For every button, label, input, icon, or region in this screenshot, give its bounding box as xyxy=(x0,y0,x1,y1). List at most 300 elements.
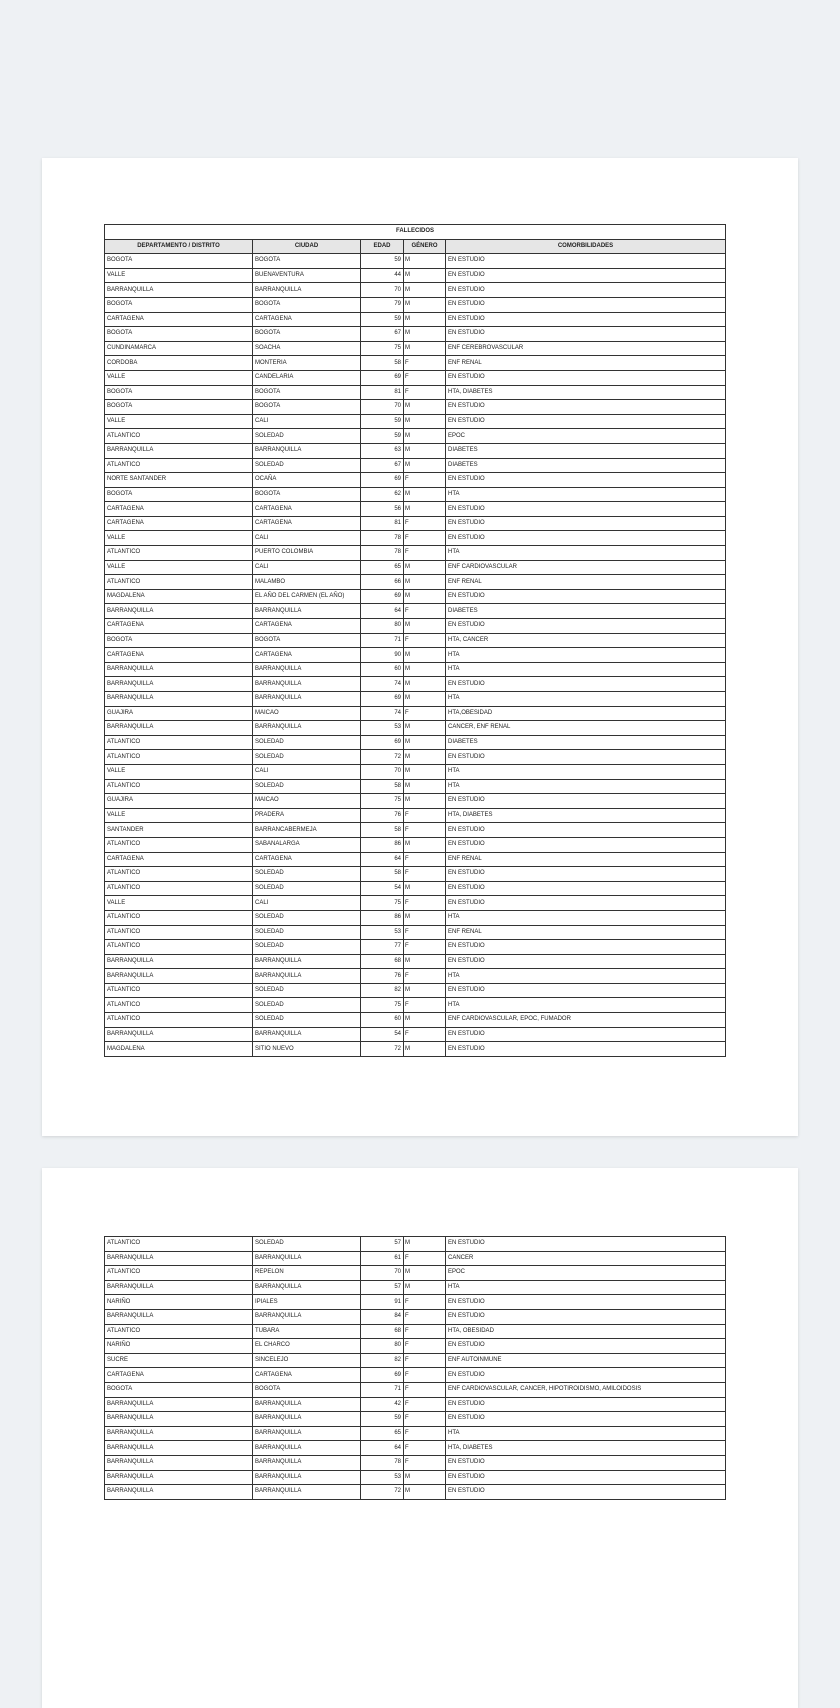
cell-comorbilidades: ENF RENAL xyxy=(446,575,726,590)
cell-genero: M xyxy=(404,983,446,998)
cell-departamento: ATLANTICO xyxy=(105,867,253,882)
cell-departamento: MAGDALENA xyxy=(105,1042,253,1057)
cell-edad: 58 xyxy=(361,867,404,882)
cell-edad: 57 xyxy=(361,1280,404,1295)
table-title: FALLECIDOS xyxy=(105,225,726,240)
cell-edad: 59 xyxy=(361,254,404,269)
cell-edad: 70 xyxy=(361,1266,404,1281)
cell-edad: 80 xyxy=(361,619,404,634)
table-row xyxy=(105,998,726,1013)
cell-ciudad: BARRANQUILLA xyxy=(253,604,361,619)
document-page-2 xyxy=(42,1168,798,1708)
cell-ciudad: BARRANQUILLA xyxy=(253,1251,361,1266)
table-row xyxy=(105,458,726,473)
cell-ciudad: BARRANCABERMEJA xyxy=(253,823,361,838)
cell-ciudad: MAICAO xyxy=(253,794,361,809)
cell-ciudad: SOLEDAD xyxy=(253,1237,361,1252)
table-row xyxy=(105,619,726,634)
cell-edad: 75 xyxy=(361,794,404,809)
cell-departamento: BOGOTA xyxy=(105,297,253,312)
table-row xyxy=(105,677,726,692)
cell-edad: 59 xyxy=(361,414,404,429)
table-row xyxy=(105,1353,726,1368)
cell-departamento: BARRANQUILLA xyxy=(105,1470,253,1485)
cell-comorbilidades: DIABETES xyxy=(446,458,726,473)
table-body-page-2 xyxy=(105,1237,726,1500)
cell-edad: 90 xyxy=(361,648,404,663)
cell-comorbilidades: ENF RENAL xyxy=(446,356,726,371)
cell-genero: F xyxy=(404,1426,446,1441)
cell-edad: 70 xyxy=(361,400,404,415)
cell-edad: 82 xyxy=(361,1353,404,1368)
table-row xyxy=(105,1237,726,1252)
cell-departamento: VALLE xyxy=(105,531,253,546)
cell-ciudad: CALI xyxy=(253,896,361,911)
table-row xyxy=(105,385,726,400)
cell-departamento: BARRANQUILLA xyxy=(105,1455,253,1470)
cell-genero: F xyxy=(404,1397,446,1412)
cell-comorbilidades: EN ESTUDIO xyxy=(446,1485,726,1500)
cell-comorbilidades: EN ESTUDIO xyxy=(446,823,726,838)
table-row xyxy=(105,764,726,779)
cell-edad: 64 xyxy=(361,1441,404,1456)
cell-genero: M xyxy=(404,327,446,342)
fallecidos-table-continued xyxy=(104,1236,726,1500)
table-row xyxy=(105,867,726,882)
cell-ciudad: BOGOTA xyxy=(253,487,361,502)
cell-genero: F xyxy=(404,1251,446,1266)
cell-genero: F xyxy=(404,1309,446,1324)
cell-genero: M xyxy=(404,1485,446,1500)
cell-edad: 76 xyxy=(361,969,404,984)
cell-genero: M xyxy=(404,837,446,852)
cell-genero: M xyxy=(404,443,446,458)
cell-edad: 69 xyxy=(361,370,404,385)
cell-comorbilidades: EN ESTUDIO xyxy=(446,473,726,488)
table-row xyxy=(105,1280,726,1295)
cell-ciudad: SOLEDAD xyxy=(253,983,361,998)
cell-edad: 66 xyxy=(361,575,404,590)
cell-comorbilidades: EN ESTUDIO xyxy=(446,1455,726,1470)
cell-comorbilidades: EN ESTUDIO xyxy=(446,954,726,969)
cell-genero: F xyxy=(404,998,446,1013)
cell-comorbilidades: HTA xyxy=(446,692,726,707)
cell-ciudad: BARRANQUILLA xyxy=(253,1470,361,1485)
cell-genero: M xyxy=(404,954,446,969)
cell-ciudad: SOLEDAD xyxy=(253,735,361,750)
cell-comorbilidades: EN ESTUDIO xyxy=(446,1470,726,1485)
cell-ciudad: SOLEDAD xyxy=(253,940,361,955)
cell-genero: F xyxy=(404,940,446,955)
cell-genero: F xyxy=(404,969,446,984)
cell-departamento: SANTANDER xyxy=(105,823,253,838)
cell-genero: M xyxy=(404,458,446,473)
cell-genero: M xyxy=(404,881,446,896)
cell-genero: F xyxy=(404,531,446,546)
cell-comorbilidades: EN ESTUDIO xyxy=(446,1368,726,1383)
cell-comorbilidades: HTA xyxy=(446,998,726,1013)
cell-ciudad: CALI xyxy=(253,764,361,779)
table-row xyxy=(105,1295,726,1310)
cell-comorbilidades: EN ESTUDIO xyxy=(446,794,726,809)
cell-ciudad: BARRANQUILLA xyxy=(253,1441,361,1456)
cell-edad: 75 xyxy=(361,896,404,911)
cell-departamento: ATLANTICO xyxy=(105,779,253,794)
cell-genero: M xyxy=(404,750,446,765)
table-row xyxy=(105,823,726,838)
cell-edad: 42 xyxy=(361,1397,404,1412)
cell-edad: 69 xyxy=(361,1368,404,1383)
cell-ciudad: BARRANQUILLA xyxy=(253,969,361,984)
cell-departamento: SUCRE xyxy=(105,1353,253,1368)
cell-departamento: ATLANTICO xyxy=(105,881,253,896)
document-page-1 xyxy=(42,158,798,1136)
table-row xyxy=(105,1455,726,1470)
table-row xyxy=(105,1309,726,1324)
table-row xyxy=(105,1470,726,1485)
cell-departamento: GUAJIRA xyxy=(105,706,253,721)
cell-departamento: ATLANTICO xyxy=(105,750,253,765)
cell-ciudad: SOLEDAD xyxy=(253,910,361,925)
cell-genero: F xyxy=(404,1382,446,1397)
cell-ciudad: BARRANQUILLA xyxy=(253,692,361,707)
cell-ciudad: PUERTO COLOMBIA xyxy=(253,546,361,561)
table-row xyxy=(105,327,726,342)
cell-genero: F xyxy=(404,1324,446,1339)
cell-departamento: VALLE xyxy=(105,808,253,823)
cell-ciudad: CARTAGENA xyxy=(253,516,361,531)
cell-departamento: BARRANQUILLA xyxy=(105,1412,253,1427)
cell-genero: M xyxy=(404,1470,446,1485)
cell-ciudad: CARTAGENA xyxy=(253,502,361,517)
cell-departamento: BARRANQUILLA xyxy=(105,662,253,677)
cell-genero: F xyxy=(404,356,446,371)
table-row xyxy=(105,706,726,721)
table-row xyxy=(105,443,726,458)
table-row xyxy=(105,1382,726,1397)
cell-comorbilidades: HTA xyxy=(446,910,726,925)
table-row xyxy=(105,473,726,488)
cell-ciudad: MAICAO xyxy=(253,706,361,721)
cell-ciudad: BARRANQUILLA xyxy=(253,721,361,736)
cell-departamento: ATLANTICO xyxy=(105,575,253,590)
table-row xyxy=(105,370,726,385)
cell-genero: F xyxy=(404,1295,446,1310)
cell-ciudad: CARTAGENA xyxy=(253,312,361,327)
cell-comorbilidades: HTA, CANCER xyxy=(446,633,726,648)
cell-genero: M xyxy=(404,312,446,327)
cell-ciudad: SOLEDAD xyxy=(253,1013,361,1028)
cell-departamento: BARRANQUILLA xyxy=(105,1397,253,1412)
cell-ciudad: SOLEDAD xyxy=(253,458,361,473)
cell-comorbilidades: DIABETES xyxy=(446,443,726,458)
cell-edad: 68 xyxy=(361,954,404,969)
cell-comorbilidades: HTA xyxy=(446,648,726,663)
table-row xyxy=(105,808,726,823)
table-row xyxy=(105,662,726,677)
cell-comorbilidades: EN ESTUDIO xyxy=(446,750,726,765)
cell-comorbilidades: EN ESTUDIO xyxy=(446,589,726,604)
cell-ciudad: EL CHARCO xyxy=(253,1339,361,1354)
cell-genero: M xyxy=(404,662,446,677)
cell-ciudad: BOGOTA xyxy=(253,385,361,400)
header-edad: EDAD xyxy=(361,239,404,254)
cell-edad: 76 xyxy=(361,808,404,823)
cell-departamento: NARIÑO xyxy=(105,1339,253,1354)
cell-departamento: CARTAGENA xyxy=(105,648,253,663)
cell-edad: 78 xyxy=(361,531,404,546)
cell-comorbilidades: EN ESTUDIO xyxy=(446,1397,726,1412)
cell-genero: F xyxy=(404,473,446,488)
cell-comorbilidades: EN ESTUDIO xyxy=(446,297,726,312)
cell-genero: M xyxy=(404,487,446,502)
cell-departamento: CORDOBA xyxy=(105,356,253,371)
cell-departamento: BARRANQUILLA xyxy=(105,1441,253,1456)
cell-ciudad: BARRANQUILLA xyxy=(253,283,361,298)
table-row xyxy=(105,910,726,925)
cell-edad: 75 xyxy=(361,998,404,1013)
cell-departamento: BARRANQUILLA xyxy=(105,443,253,458)
cell-edad: 80 xyxy=(361,1339,404,1354)
cell-comorbilidades: ENF RENAL xyxy=(446,852,726,867)
cell-edad: 54 xyxy=(361,1027,404,1042)
cell-departamento: ATLANTICO xyxy=(105,1237,253,1252)
cell-genero: M xyxy=(404,619,446,634)
cell-departamento: BARRANQUILLA xyxy=(105,1426,253,1441)
cell-comorbilidades: EN ESTUDIO xyxy=(446,502,726,517)
cell-departamento: BOGOTA xyxy=(105,254,253,269)
cell-edad: 44 xyxy=(361,268,404,283)
cell-edad: 78 xyxy=(361,546,404,561)
cell-ciudad: SABANALARGA xyxy=(253,837,361,852)
cell-genero: M xyxy=(404,677,446,692)
cell-comorbilidades: HTA xyxy=(446,487,726,502)
cell-comorbilidades: ENF RENAL xyxy=(446,925,726,940)
cell-departamento: BARRANQUILLA xyxy=(105,1251,253,1266)
table-row xyxy=(105,896,726,911)
cell-ciudad: REPELON xyxy=(253,1266,361,1281)
cell-ciudad: CARTAGENA xyxy=(253,852,361,867)
cell-edad: 67 xyxy=(361,327,404,342)
table-row xyxy=(105,1485,726,1500)
cell-comorbilidades: EN ESTUDIO xyxy=(446,516,726,531)
cell-departamento: ATLANTICO xyxy=(105,910,253,925)
table-row xyxy=(105,1324,726,1339)
cell-comorbilidades: EN ESTUDIO xyxy=(446,1295,726,1310)
table-row xyxy=(105,429,726,444)
cell-genero: F xyxy=(404,896,446,911)
cell-comorbilidades: EN ESTUDIO xyxy=(446,414,726,429)
cell-departamento: VALLE xyxy=(105,764,253,779)
cell-comorbilidades: HTA xyxy=(446,662,726,677)
cell-departamento: ATLANTICO xyxy=(105,1266,253,1281)
cell-comorbilidades: EN ESTUDIO xyxy=(446,837,726,852)
cell-ciudad: BARRANQUILLA xyxy=(253,1412,361,1427)
cell-ciudad: BARRANQUILLA xyxy=(253,1426,361,1441)
cell-genero: M xyxy=(404,254,446,269)
table-row xyxy=(105,268,726,283)
cell-comorbilidades: EPOC xyxy=(446,429,726,444)
fallecidos-table xyxy=(104,224,726,1057)
cell-edad: 64 xyxy=(361,604,404,619)
cell-ciudad: BARRANQUILLA xyxy=(253,1280,361,1295)
cell-departamento: BARRANQUILLA xyxy=(105,1485,253,1500)
cell-comorbilidades: EN ESTUDIO xyxy=(446,1237,726,1252)
cell-departamento: NARIÑO xyxy=(105,1295,253,1310)
cell-genero: F xyxy=(404,516,446,531)
cell-departamento: BARRANQUILLA xyxy=(105,1309,253,1324)
cell-edad: 74 xyxy=(361,677,404,692)
cell-edad: 84 xyxy=(361,1309,404,1324)
cell-genero: M xyxy=(404,648,446,663)
cell-genero: F xyxy=(404,1027,446,1042)
cell-comorbilidades: EPOC xyxy=(446,1266,726,1281)
cell-ciudad: SOLEDAD xyxy=(253,881,361,896)
table-row xyxy=(105,254,726,269)
cell-genero: F xyxy=(404,1353,446,1368)
cell-comorbilidades: HTA, DIABETES xyxy=(446,1441,726,1456)
cell-genero: F xyxy=(404,867,446,882)
cell-genero: M xyxy=(404,794,446,809)
table-row xyxy=(105,1426,726,1441)
cell-ciudad: CARTAGENA xyxy=(253,619,361,634)
table-row xyxy=(105,487,726,502)
cell-ciudad: CALI xyxy=(253,531,361,546)
cell-departamento: CARTAGENA xyxy=(105,619,253,634)
cell-genero: M xyxy=(404,779,446,794)
cell-departamento: BARRANQUILLA xyxy=(105,283,253,298)
cell-edad: 53 xyxy=(361,925,404,940)
cell-departamento: ATLANTICO xyxy=(105,546,253,561)
cell-genero: M xyxy=(404,764,446,779)
cell-comorbilidades: EN ESTUDIO xyxy=(446,283,726,298)
cell-departamento: ATLANTICO xyxy=(105,940,253,955)
cell-departamento: ATLANTICO xyxy=(105,837,253,852)
cell-comorbilidades: EN ESTUDIO xyxy=(446,400,726,415)
cell-ciudad: MALAMBO xyxy=(253,575,361,590)
cell-ciudad: PRADERA xyxy=(253,808,361,823)
cell-departamento: BOGOTA xyxy=(105,400,253,415)
table-row xyxy=(105,633,726,648)
cell-departamento: ATLANTICO xyxy=(105,429,253,444)
cell-comorbilidades: EN ESTUDIO xyxy=(446,1309,726,1324)
cell-edad: 86 xyxy=(361,837,404,852)
cell-genero: F xyxy=(404,823,446,838)
cell-edad: 68 xyxy=(361,1324,404,1339)
cell-ciudad: SOLEDAD xyxy=(253,779,361,794)
cell-ciudad: BARRANQUILLA xyxy=(253,1309,361,1324)
cell-genero: M xyxy=(404,589,446,604)
table-row xyxy=(105,648,726,663)
table-row xyxy=(105,735,726,750)
cell-ciudad: SOACHA xyxy=(253,341,361,356)
cell-comorbilidades: EN ESTUDIO xyxy=(446,1339,726,1354)
table-row xyxy=(105,692,726,707)
cell-ciudad: BARRANQUILLA xyxy=(253,677,361,692)
cell-edad: 78 xyxy=(361,1455,404,1470)
cell-ciudad: BARRANQUILLA xyxy=(253,1485,361,1500)
cell-edad: 53 xyxy=(361,721,404,736)
cell-departamento: ATLANTICO xyxy=(105,1324,253,1339)
cell-departamento: MAGDALENA xyxy=(105,589,253,604)
cell-comorbilidades: DIABETES xyxy=(446,735,726,750)
cell-edad: 71 xyxy=(361,1382,404,1397)
cell-edad: 58 xyxy=(361,356,404,371)
cell-genero: M xyxy=(404,297,446,312)
cell-edad: 63 xyxy=(361,443,404,458)
cell-genero: M xyxy=(404,429,446,444)
cell-genero: M xyxy=(404,1237,446,1252)
cell-departamento: VALLE xyxy=(105,414,253,429)
cell-edad: 61 xyxy=(361,1251,404,1266)
cell-departamento: ATLANTICO xyxy=(105,998,253,1013)
cell-departamento: VALLE xyxy=(105,268,253,283)
cell-edad: 81 xyxy=(361,385,404,400)
cell-departamento: BOGOTA xyxy=(105,1382,253,1397)
cell-edad: 64 xyxy=(361,852,404,867)
cell-comorbilidades: HTA xyxy=(446,969,726,984)
cell-ciudad: SITIO NUEVO xyxy=(253,1042,361,1057)
cell-comorbilidades: EN ESTUDIO xyxy=(446,1412,726,1427)
cell-edad: 59 xyxy=(361,429,404,444)
cell-ciudad: BARRANQUILLA xyxy=(253,1027,361,1042)
cell-edad: 75 xyxy=(361,341,404,356)
cell-ciudad: CANDELARIA xyxy=(253,370,361,385)
cell-comorbilidades: ENF CEREBROVASCULAR xyxy=(446,341,726,356)
table-row xyxy=(105,1441,726,1456)
cell-genero: F xyxy=(404,1455,446,1470)
table-row xyxy=(105,721,726,736)
cell-ciudad: BARRANQUILLA xyxy=(253,1397,361,1412)
cell-comorbilidades: HTA, OBESIDAD xyxy=(446,1324,726,1339)
cell-edad: 72 xyxy=(361,1042,404,1057)
cell-genero: F xyxy=(404,1412,446,1427)
cell-genero: F xyxy=(404,925,446,940)
cell-ciudad: CALI xyxy=(253,560,361,575)
cell-comorbilidades: EN ESTUDIO xyxy=(446,677,726,692)
cell-ciudad: CARTAGENA xyxy=(253,1368,361,1383)
cell-edad: 65 xyxy=(361,1426,404,1441)
cell-genero: F xyxy=(404,706,446,721)
header-comorbilidades: COMORBILIDADES xyxy=(446,239,726,254)
table-row xyxy=(105,837,726,852)
table-row xyxy=(105,1027,726,1042)
table-row xyxy=(105,1013,726,1028)
cell-genero: M xyxy=(404,721,446,736)
cell-edad: 79 xyxy=(361,297,404,312)
cell-departamento: ATLANTICO xyxy=(105,1013,253,1028)
cell-edad: 60 xyxy=(361,1013,404,1028)
cell-genero: M xyxy=(404,735,446,750)
cell-ciudad: CARTAGENA xyxy=(253,648,361,663)
cell-departamento: BARRANQUILLA xyxy=(105,604,253,619)
cell-departamento: ATLANTICO xyxy=(105,983,253,998)
cell-ciudad: SOLEDAD xyxy=(253,750,361,765)
table-row xyxy=(105,400,726,415)
cell-departamento: VALLE xyxy=(105,370,253,385)
cell-departamento: VALLE xyxy=(105,560,253,575)
table-row xyxy=(105,1042,726,1057)
table-row xyxy=(105,531,726,546)
cell-departamento: CARTAGENA xyxy=(105,1368,253,1383)
cell-comorbilidades: HTA xyxy=(446,1280,726,1295)
table-row xyxy=(105,575,726,590)
cell-edad: 62 xyxy=(361,487,404,502)
cell-genero: F xyxy=(404,604,446,619)
header-ciudad: CIUDAD xyxy=(253,239,361,254)
cell-genero: M xyxy=(404,1042,446,1057)
cell-comorbilidades: HTA xyxy=(446,779,726,794)
